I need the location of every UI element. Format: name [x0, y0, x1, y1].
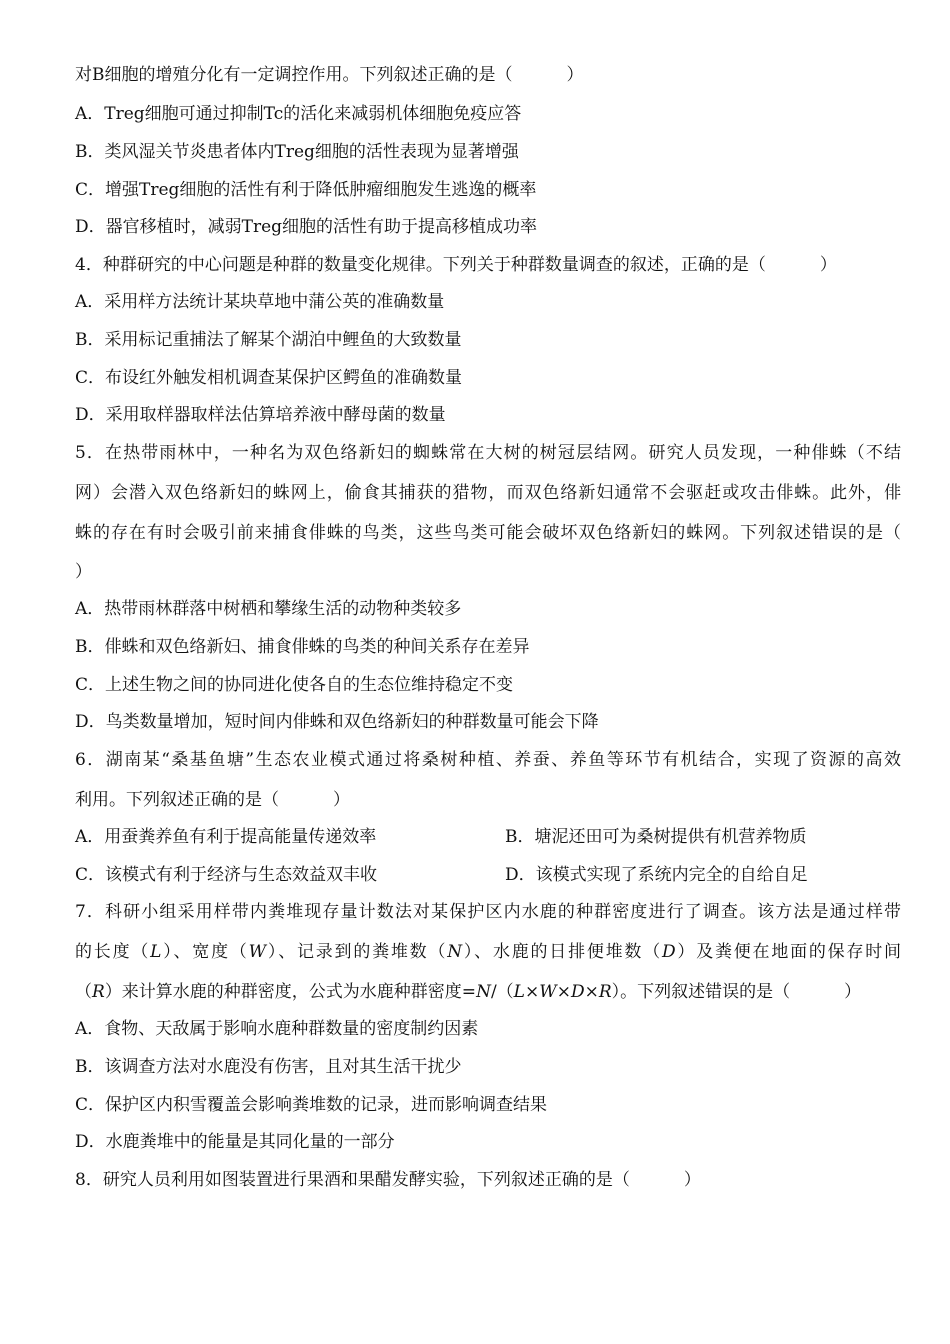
q7-var-r: R — [92, 982, 105, 1002]
q7-text-seg: ）及粪便在地面的保存时间 — [675, 942, 902, 962]
q4-stem-line — [75, 254, 837, 276]
q3-option-c: C．增强Treg细胞的活性有利于降低肿瘤细胞发生逃逸的概率 — [75, 180, 537, 200]
q3-option-b: B．类风湿关节炎患者体内Treg细胞的活性表现为显著增强 — [75, 142, 519, 162]
q7-text-seg: ）、记录到的粪堆数（ — [266, 942, 448, 962]
q7-option-d: D．水鹿粪堆中的能量是其同化量的一部分 — [75, 1132, 395, 1152]
q5-stem-line-3: 蛛的存在有时会吸引前来捕食俳蛛的鸟类，这些鸟类可能会破坏双色络新妇的蛛网。下列叙述错误的是（ — [75, 523, 901, 543]
q7-text-seg: （ — [75, 982, 92, 1002]
q7-stem-line-1: 7．科研小组采用样带内粪堆现存量计数法对某保护区内水鹿的种群密度进行了调查。该方法是通过样带 — [75, 902, 901, 922]
q5-option-c: C．上述生物之间的协同进化使各自的生态位维持稳定不变 — [75, 675, 514, 695]
q7-formula-d: D — [570, 982, 585, 1002]
q7-formula-l: L — [513, 982, 525, 1002]
q4-option-c: C．布设红外触发相机调查某保护区鳄鱼的准确数量 — [75, 368, 463, 388]
q8-close-paren: ） — [683, 1170, 701, 1190]
q7-option-c: C．保护区内积雪覆盖会影响粪堆数的记录，进而影响调查结果 — [75, 1095, 548, 1115]
q7-close-paren: ） — [844, 982, 862, 1002]
q7-option-b: B．该调查方法对水鹿没有伤害，且对其生活干扰少 — [75, 1057, 462, 1077]
q5-option-b: B．俳蛛和双色络新妇、捕食俳蛛的鸟类的种间关系存在差异 — [75, 637, 530, 657]
q8-stem-text: 8．研究人员利用如图装置进行果酒和果醋发酵实验，下列叙述正确的是（ — [75, 1170, 630, 1190]
q5-option-d: D．鸟类数量增加，短时间内俳蛛和双色络新妇的种群数量可能会下降 — [75, 712, 599, 732]
q6-close-paren: ） — [333, 790, 350, 810]
q6-option-b: B．塘泥还田可为桑树提供有机营养物质 — [505, 827, 807, 847]
q7-option-a: A．食物、天敌属于影响水鹿种群数量的密度制约因素 — [75, 1019, 479, 1039]
q7-var-n: N — [447, 942, 463, 962]
q7-times-sign: × — [524, 982, 540, 1002]
q4-option-b: B．采用标记重捕法了解某个湖泊中鲤鱼的大致数量 — [75, 330, 462, 350]
q6-stem-line-2 — [75, 789, 350, 811]
q6-option-a: A．用蚕粪养鱼有利于提高能量传递效率 — [75, 827, 377, 847]
q7-times-sign: × — [556, 982, 571, 1002]
q5-stem-line-1: 5．在热带雨林中，一种名为双色络新妇的蜘蛛常在大树的树冠层结网。研究人员发现，一种俳蛛（不结 — [75, 443, 901, 463]
q4-option-d: D．采用取样器取样法估算培养液中酵母菌的数量 — [75, 405, 446, 425]
q5-option-a: A．热带雨林群落中树栖和攀缘生活的动物种类较多 — [75, 599, 462, 619]
q8-stem-line — [75, 1169, 701, 1191]
q5-stem-line-4: ） — [75, 562, 92, 582]
q4-close-paren: ） — [819, 255, 837, 275]
q4-stem-text: 4．种群研究的中心问题是种群的数量变化规律。下列关于种群数量调查的叙述，正确的是（ — [75, 255, 766, 275]
q7-var-w: W — [248, 942, 267, 962]
q3-option-d: D．器官移植时，减弱Treg细胞的活性有助于提高移植成功率 — [75, 217, 538, 237]
q7-times-sign: × — [584, 982, 599, 1002]
q7-stem-line-3 — [75, 981, 861, 1003]
q7-formula-n: N — [476, 982, 491, 1002]
q7-formula-r: R — [598, 982, 612, 1002]
q4-option-a: A．采用样方法统计某块草地中蒲公英的准确数量 — [75, 292, 445, 312]
q7-stem-line-2 — [75, 941, 901, 963]
q6-stem-text: 利用。下列叙述正确的是（ — [75, 790, 279, 810]
q7-text-seg: ）。下列叙述错误的是（ — [611, 982, 791, 1002]
q7-text-seg: ）、宽度（ — [161, 942, 249, 962]
q3-stem-line — [75, 64, 584, 86]
q3-stem-text: 对B细胞的增殖分化有一定调控作用。下列叙述正确的是（ — [75, 65, 513, 85]
q7-formula-w: W — [539, 982, 557, 1002]
q6-option-c: C．该模式有利于经济与生态效益双丰收 — [75, 865, 378, 885]
q7-var-l: L — [150, 942, 162, 962]
q7-text-seg: 的长度（ — [75, 942, 151, 962]
q7-var-d: D — [662, 942, 676, 962]
q7-text-seg: ）、水鹿的日排便堆数（ — [462, 942, 662, 962]
q7-text-seg: /（ — [490, 982, 514, 1002]
q3-close-paren: ） — [566, 65, 584, 85]
q3-option-a: A．Treg细胞可通过抑制Tc的活化来减弱机体细胞免疫应答 — [75, 104, 522, 124]
q7-text-seg: ）来计算水鹿的种群密度，公式为水鹿种群密度= — [104, 982, 477, 1002]
q6-option-d: D．该模式实现了系统内完全的自给自足 — [505, 865, 808, 885]
q5-stem-line-2: 网）会潜入双色络新妇的蛛网上，偷食其捕获的猎物，而双色络新妇通常不会驱赶或攻击俳蛛。此外，俳 — [75, 483, 901, 503]
q6-stem-line-1: 6．湖南某“桑基鱼塘”生态农业模式通过将桑树种植、养蚕、养鱼等环节有机结合，实现了资源的高效 — [75, 750, 901, 770]
